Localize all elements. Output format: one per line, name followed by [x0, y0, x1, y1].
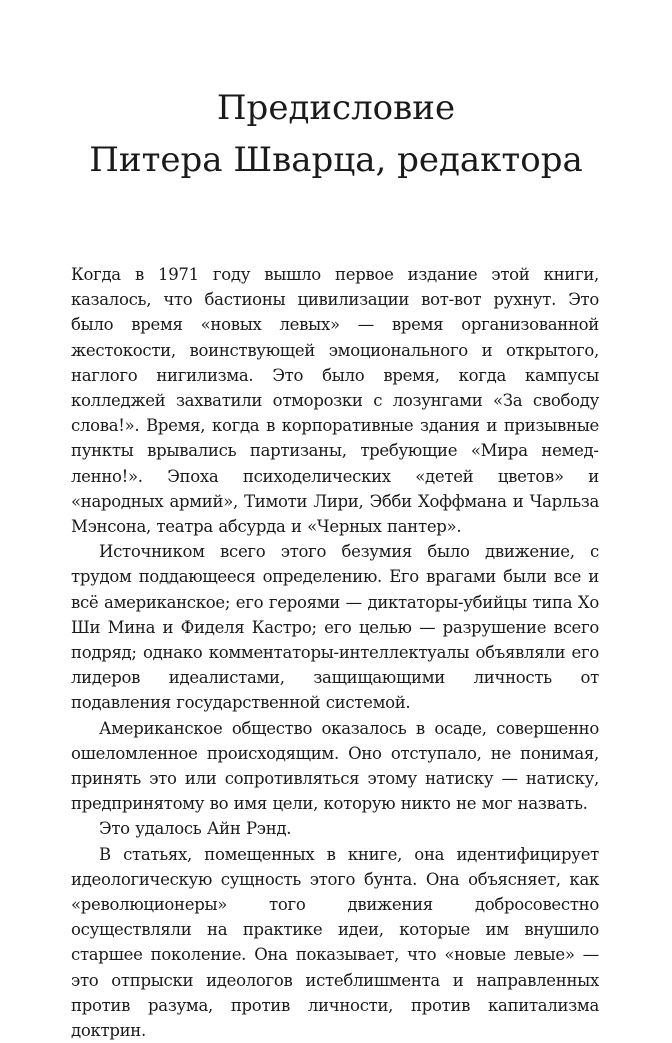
paragraph: Когда в 1971 году вышло первое издание этой книги, казалось, что бастионы цивилизации вот-вот рухнут. Это было время «новых левых» — время организованной жестокости, воинствующей эмоционального и открытого, наглого нигилизма. Это было время, когда кампусы колледжей захватили отморозки с лозунгами «За свободу слова!». Время, когда в корпоративные здания и призывные пункты врывались партизаны, требующие «Мира немедленно!». Эпоха психоделических «детей цветов» и «народных армий», Тимоти Лири, Эбби Хоффмана и Чарльза Мэнсона, театра абсурда и «Черных пантер».: [71, 265, 599, 537]
paragraph: Американское общество оказалось в осаде, совершенно ошеломленное происходящим. Оно отступало, не понимая, принять это или сопротивляться этому натиску — натиску, предпринятому во имя цели, которую никто не мог назвать.: [71, 718, 599, 814]
paragraph: Источником всего этого безумия было движение, с трудом поддающееся определению. Его врагами были все и всё американское; его героями — диктаторы-убийцы типа Хо Ши Мина и Фиделя Кастро; его целью — разрушение всего подряд; однако комментаторы-интеллектуалы объявляли его лидеров идеалистами, защищающими личность от подавления государственной системой.: [71, 542, 599, 713]
body-text: [71, 262, 599, 1043]
chapter-title: [0, 82, 672, 186]
paragraph: В статьях, помещенных в книге, она идентифицирует идеологическую сущность этого бунта. Она объясняет, как «революционеры» того движения добросовестно осуществляли на практике идеи, которые им внушило старшее поколение. Она показывает, что «новые левые» — это отпрыски идеологов истеблишмента и направленных против разума, против личности, против капитализма доктрин.: [71, 844, 599, 1041]
chapter-title-line-1: Предисловие: [216, 88, 456, 128]
chapter-title-line-2: Питера Шварца, редактора: [89, 140, 583, 180]
paragraph: Это удалось Айн Рэнд.: [99, 819, 292, 839]
